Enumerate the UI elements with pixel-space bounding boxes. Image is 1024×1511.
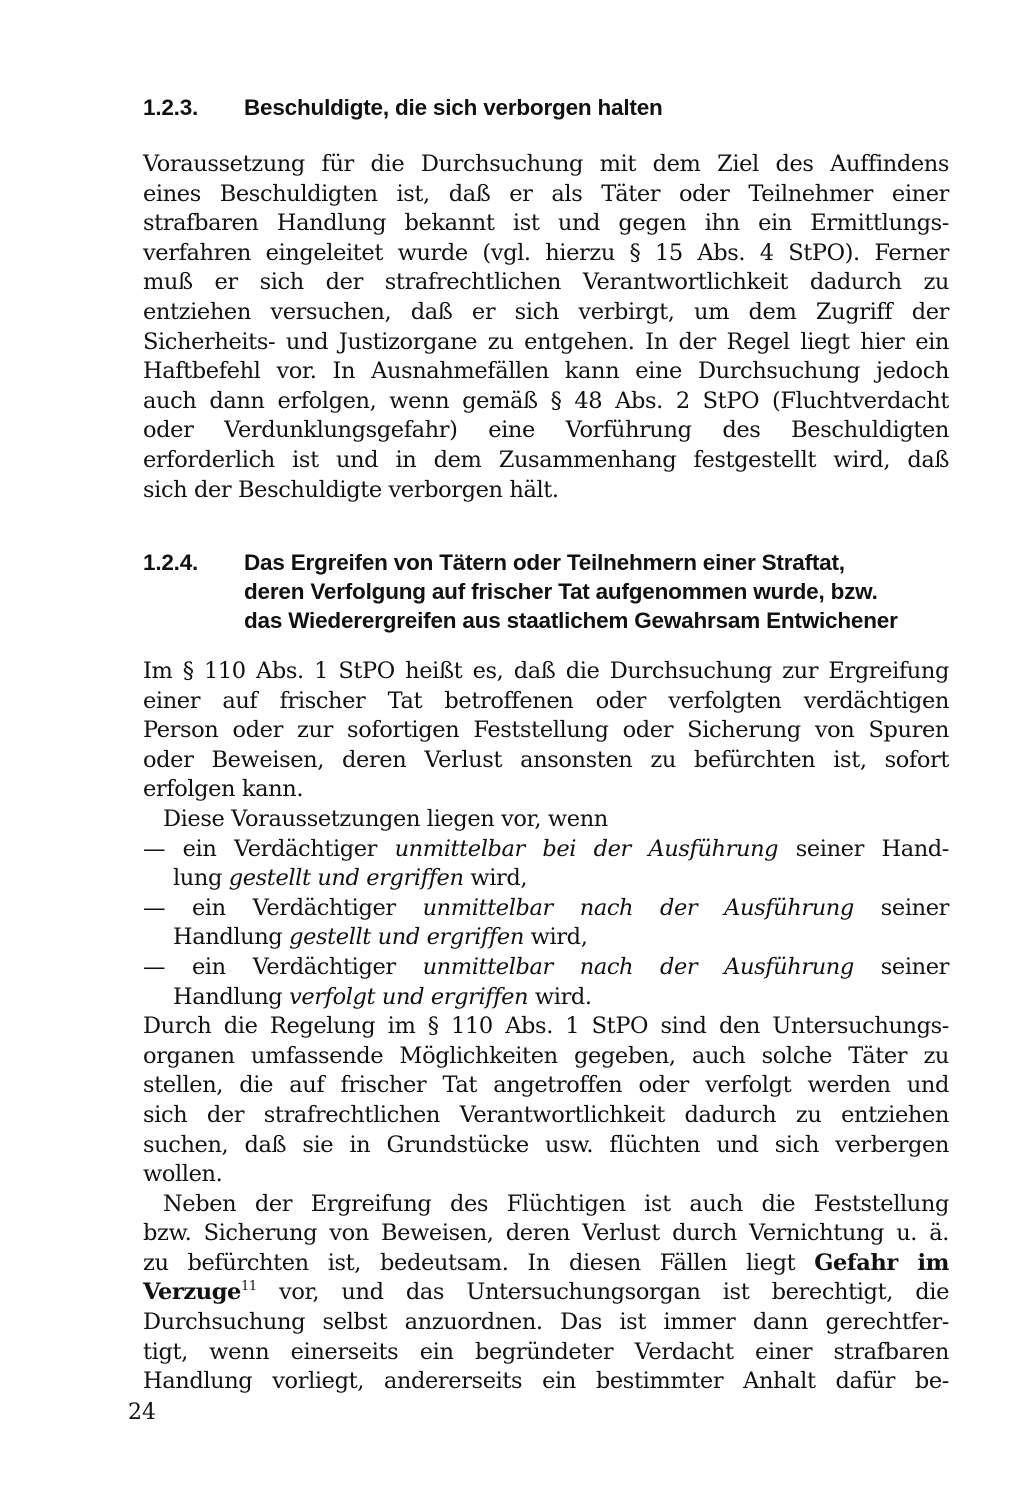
- list-item: — ein Verdächtiger unmittelbar nach der Ausführung seiner Handlung gestellt und ergriffen wird,: [143, 894, 949, 951]
- text-line: Sicherheits- und Justizorgane zu entgehen. In der Regel liegt hier ein: [143, 328, 949, 355]
- text-line: stellen, die auf frischer Tat angetroffen oder verfolgt werden und: [143, 1072, 949, 1099]
- text-line: Handlung vorliegt, andererseits ein bestimmter Anhalt dafür be-: [143, 1368, 949, 1395]
- condition-list: [143, 835, 949, 1013]
- section-title: Beschuldigte, die sich verborgen halten: [244, 95, 663, 120]
- text-line: eines Beschuldigten ist, daß er als Täter oder Teilnehmer einer: [143, 180, 949, 207]
- text-line: Durch die Regelung im § 110 Abs. 1 StPO sind den Untersuchungs-: [143, 1013, 949, 1040]
- emphasis-term: Gefahr im: [814, 1249, 949, 1276]
- section-number: 1.2.4.: [143, 550, 199, 575]
- text-line: Voraussetzung für die Durchsuchung mit dem Ziel des Auffindens: [143, 151, 949, 177]
- section-1-2-3-paragraph: [143, 150, 949, 505]
- text-line: organen umfassende Möglichkeiten gegeben, auch solche Täter zu: [143, 1042, 949, 1069]
- paragraph-3: Neben der Ergreifung des Flüchtigen ist auch die Feststellung bzw. Sicherung von Beweisen, deren Verlust durch Vernichtung u. ä. zu befürchten ist, bedeutsam. In diesen Fällen liegt Gefahr im Verzuge$^{11}$ vor, und das Untersuchungsorgan ist berechtigt, die Durchsuchung selbst anzuordnen. Das ist immer dann gerechtfer- tigt, wenn einerseits ein begründeter Verdacht einer strafbaren Handlung vorliegt, andererseits ein bestimmter Anhalt dafür be-: [143, 1190, 949, 1397]
- text-line: oder Verdunklungsgefahr) eine Vorführung des Beschuldigten: [143, 417, 949, 444]
- text-line: Durchsuchung selbst anzuordnen. Das ist immer dann gerechtfer-: [143, 1309, 949, 1336]
- text-line: Person oder zur sofortigen Feststellung oder Sicherung von Spuren: [143, 717, 949, 744]
- section-1-2-4-body: [143, 657, 949, 1397]
- text-line: Im § 110 Abs. 1 StPO heißt es, daß die Durchsuchung zur Ergreifung: [143, 658, 949, 684]
- paragraph-2: [143, 1012, 949, 1190]
- section-title: Das Ergreifen von Tätern oder Teilnehmern einer Straftat, deren Verfolgung auf frischer Tat aufgenommen wurde, bzw. das Wiederergreifen aus staatlichem Gewahrsam Entwichener: [244, 550, 898, 633]
- text-line: verfahren eingeleitet wurde (vgl. hierzu § 15 Abs. 4 StPO). Ferner: [143, 239, 949, 266]
- text-line: wollen.: [143, 1161, 223, 1188]
- text-line: auch dann erfolgen, wenn gemäß § 48 Abs. 2 StPO (Fluchtverdacht: [143, 387, 949, 414]
- list-item: — ein Verdächtiger unmittelbar nach der Ausführung seiner Handlung verfolgt und ergriffen wird.: [143, 953, 949, 1010]
- section-number: 1.2.3.: [143, 95, 199, 120]
- text-line: erfolgen kann.: [143, 776, 304, 803]
- emphasis-term: Verzuge: [143, 1279, 241, 1306]
- text-line: sich der Beschuldigte verborgen hält.: [143, 476, 559, 503]
- text-line: sich der strafrechtlichen Verantwortlichkeit dadurch zu entziehen: [143, 1101, 949, 1128]
- text-line: erforderlich ist und in dem Zusammenhang festgestellt wird, daß: [143, 446, 949, 473]
- page-number: 24: [128, 1400, 156, 1425]
- text-line: tigt, wenn einerseits ein begründeter Verdacht einer strafbaren: [143, 1338, 949, 1365]
- paragraph-1: [143, 657, 949, 805]
- list-intro: Diese Voraussetzungen liegen vor, wenn: [163, 805, 608, 832]
- list-item: — ein Verdächtiger unmittelbar bei der Ausführung seiner Hand- lung gestellt und ergriffen wird,: [143, 835, 949, 892]
- text-line: suchen, daß sie in Grundstücke usw. flüchten und sich verbergen: [143, 1131, 949, 1158]
- text-line: muß er sich der strafrechtlichen Verantwortlichkeit dadurch zu: [143, 269, 949, 296]
- footnote-ref: 11: [240, 1279, 257, 1295]
- text-line: Haftbefehl vor. In Ausnahmefällen kann eine Durchsuchung jedoch: [143, 358, 949, 385]
- text-line: entziehen versuchen, daß er sich verbirgt, um dem Zugriff der: [143, 298, 949, 325]
- text-line: oder Beweisen, deren Verlust ansonsten zu befürchten ist, sofort: [143, 746, 949, 773]
- text-line: einer auf frischer Tat betroffenen oder verfolgten verdächtigen: [143, 687, 949, 714]
- text-line: strafbaren Handlung bekannt ist und gegen ihn ein Ermittlungs-: [143, 210, 949, 237]
